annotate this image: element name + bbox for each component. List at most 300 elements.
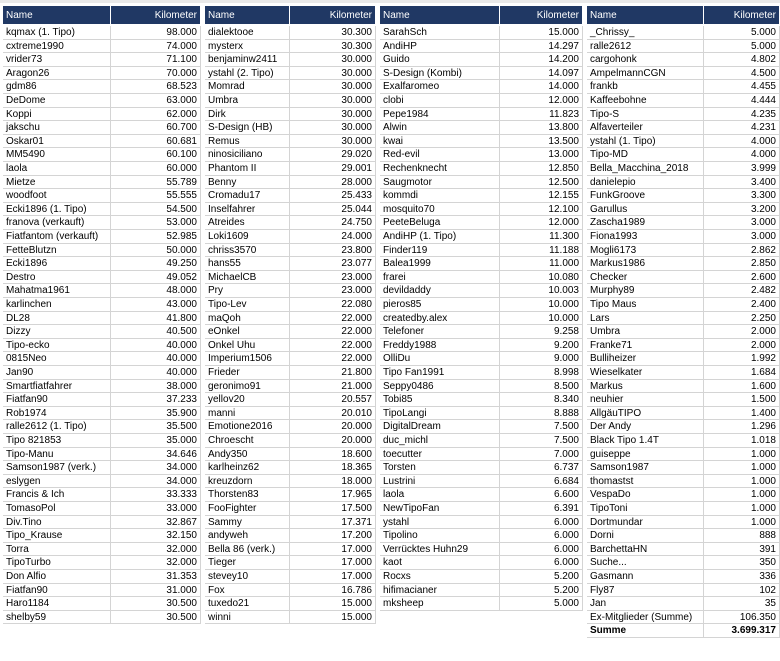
kilometer-cell[interactable]: 6.000	[500, 543, 583, 557]
kilometer-cell[interactable]: 21.800	[290, 366, 376, 380]
name-cell[interactable]: Lustrini	[380, 475, 500, 489]
kilometer-cell[interactable]: 24.000	[290, 230, 376, 244]
kilometer-cell[interactable]: 49.052	[111, 271, 201, 285]
name-cell[interactable]: SarahSch	[380, 26, 500, 40]
name-cell[interactable]: Ecki1896 (1. Tipo)	[3, 203, 111, 217]
name-cell[interactable]: Tipo Fan1991	[380, 366, 500, 380]
name-cell[interactable]: dialektooe	[205, 26, 290, 40]
kilometer-cell[interactable]: 18.000	[290, 475, 376, 489]
kilometer-cell[interactable]: 18.365	[290, 461, 376, 475]
kilometer-cell[interactable]: 9.000	[500, 352, 583, 366]
name-cell[interactable]: devildaddy	[380, 284, 500, 298]
kilometer-cell[interactable]: 1.018	[704, 434, 780, 448]
kilometer-cell[interactable]: 52.985	[111, 230, 201, 244]
kilometer-cell[interactable]: 3.000	[704, 216, 780, 230]
name-cell[interactable]: winni	[205, 611, 290, 625]
kilometer-cell[interactable]: 17.000	[290, 543, 376, 557]
kilometer-cell[interactable]: 34.000	[111, 461, 201, 475]
name-cell[interactable]: Verrücktes Huhn29	[380, 543, 500, 557]
kilometer-cell[interactable]: 22.080	[290, 298, 376, 312]
kilometer-cell[interactable]: 71.100	[111, 53, 201, 67]
kilometer-cell[interactable]: 10.003	[500, 284, 583, 298]
name-cell[interactable]: Markus1986	[587, 257, 704, 271]
kilometer-cell[interactable]: 888	[704, 529, 780, 543]
kilometer-cell[interactable]: 5.000	[704, 26, 780, 40]
kilometer-cell[interactable]: 6.600	[500, 488, 583, 502]
kilometer-cell[interactable]: 29.020	[290, 148, 376, 162]
name-cell[interactable]: Tieger	[205, 556, 290, 570]
name-cell[interactable]: Fiatfan90	[3, 393, 111, 407]
name-cell[interactable]: Bella 86 (verk.)	[205, 543, 290, 557]
name-cell[interactable]: Cromadu17	[205, 189, 290, 203]
kilometer-cell[interactable]: 17.371	[290, 516, 376, 530]
kilometer-cell[interactable]: 7.500	[500, 434, 583, 448]
name-cell[interactable]: Guido	[380, 53, 500, 67]
kilometer-cell[interactable]: 28.000	[290, 176, 376, 190]
name-cell[interactable]: BarchettaHN	[587, 543, 704, 557]
name-cell[interactable]: guiseppe	[587, 448, 704, 462]
name-cell[interactable]: Jan90	[3, 366, 111, 380]
kilometer-cell[interactable]: 22.000	[290, 339, 376, 353]
name-cell[interactable]: Fiatfantom (verkauft)	[3, 230, 111, 244]
name-cell[interactable]: FetteBlutzn	[3, 244, 111, 258]
name-cell[interactable]: ninosiciliano	[205, 148, 290, 162]
kilometer-cell[interactable]: 1.000	[704, 461, 780, 475]
name-cell[interactable]: Momrad	[205, 80, 290, 94]
kilometer-cell[interactable]: 4.444	[704, 94, 780, 108]
kilometer-cell[interactable]: 11.188	[500, 244, 583, 258]
name-cell[interactable]: Dirk	[205, 108, 290, 122]
kilometer-cell[interactable]: 32.000	[111, 543, 201, 557]
name-cell[interactable]: TipoLangi	[380, 407, 500, 421]
name-cell[interactable]: karlheinz62	[205, 461, 290, 475]
kilometer-cell[interactable]: 14.000	[500, 80, 583, 94]
name-cell[interactable]: MichaelCB	[205, 271, 290, 285]
header-name-cell[interactable]: Name	[3, 6, 111, 25]
kilometer-cell[interactable]: 336	[704, 570, 780, 584]
name-cell[interactable]: tuxedo21	[205, 597, 290, 611]
kilometer-cell[interactable]: 102	[704, 584, 780, 598]
kilometer-cell[interactable]: 53.000	[111, 216, 201, 230]
name-cell[interactable]: Tipo-Lev	[205, 298, 290, 312]
kilometer-cell[interactable]: 2.000	[704, 339, 780, 353]
kilometer-cell[interactable]: 18.600	[290, 448, 376, 462]
kilometer-cell[interactable]: 6.000	[500, 516, 583, 530]
kilometer-cell[interactable]: 23.800	[290, 244, 376, 258]
name-cell[interactable]: kaot	[380, 556, 500, 570]
name-cell[interactable]: Mogli6173	[587, 244, 704, 258]
kilometer-cell[interactable]: 30.000	[290, 121, 376, 135]
name-cell[interactable]: Tipo_Krause	[3, 529, 111, 543]
name-cell[interactable]: DL28	[3, 312, 111, 326]
kilometer-cell[interactable]: 60.700	[111, 121, 201, 135]
name-cell[interactable]: duc_michl	[380, 434, 500, 448]
name-cell[interactable]: andyweh	[205, 529, 290, 543]
name-cell[interactable]: maQoh	[205, 312, 290, 326]
kilometer-cell[interactable]: 12.850	[500, 162, 583, 176]
kilometer-cell[interactable]: 3.300	[704, 189, 780, 203]
kilometer-cell[interactable]: 2.482	[704, 284, 780, 298]
kilometer-cell[interactable]: 50.000	[111, 244, 201, 258]
kilometer-cell[interactable]: 23.000	[290, 284, 376, 298]
name-cell[interactable]: Jan	[587, 597, 704, 611]
kilometer-cell[interactable]: 22.000	[290, 312, 376, 326]
name-cell[interactable]: mysterx	[205, 40, 290, 54]
kilometer-cell[interactable]: 32.150	[111, 529, 201, 543]
kilometer-cell[interactable]: 20.000	[290, 434, 376, 448]
kilometer-cell[interactable]: 8.998	[500, 366, 583, 380]
name-cell[interactable]: TomasoPol	[3, 502, 111, 516]
name-cell[interactable]: Koppi	[3, 108, 111, 122]
header-kilometer-cell[interactable]: Kilometer	[111, 6, 201, 25]
kilometer-cell[interactable]: 4.802	[704, 53, 780, 67]
name-cell[interactable]: Seppy0486	[380, 380, 500, 394]
header-name-cell[interactable]: Name	[587, 6, 704, 25]
name-cell[interactable]: Div.Tino	[3, 516, 111, 530]
kilometer-cell[interactable]: 4.455	[704, 80, 780, 94]
kilometer-cell[interactable]: 34.000	[111, 475, 201, 489]
kilometer-cell[interactable]: 31.000	[111, 584, 201, 598]
name-cell[interactable]: Alwin	[380, 121, 500, 135]
kilometer-cell[interactable]: 24.750	[290, 216, 376, 230]
name-cell[interactable]: woodfoot	[3, 189, 111, 203]
kilometer-cell[interactable]: 12.500	[500, 176, 583, 190]
kilometer-cell[interactable]: 60.100	[111, 148, 201, 162]
name-cell[interactable]: eOnkel	[205, 325, 290, 339]
kilometer-cell[interactable]: 54.500	[111, 203, 201, 217]
kilometer-cell[interactable]: 2.250	[704, 312, 780, 326]
name-cell[interactable]: Gasmann	[587, 570, 704, 584]
name-cell[interactable]: Smartfiatfahrer	[3, 380, 111, 394]
kilometer-cell[interactable]: 12.000	[500, 94, 583, 108]
name-cell[interactable]: Dortmundar	[587, 516, 704, 530]
kilometer-cell[interactable]: 11.300	[500, 230, 583, 244]
name-cell[interactable]: clobi	[380, 94, 500, 108]
kilometer-cell[interactable]: 32.867	[111, 516, 201, 530]
kilometer-cell[interactable]: 5.200	[500, 584, 583, 598]
kilometer-cell[interactable]: 9.258	[500, 325, 583, 339]
name-cell[interactable]: Bulliheizer	[587, 352, 704, 366]
name-cell[interactable]: MM5490	[3, 148, 111, 162]
kilometer-cell[interactable]: 14.297	[500, 40, 583, 54]
name-cell[interactable]: Don Alfio	[3, 570, 111, 584]
name-cell[interactable]: mksheep	[380, 597, 500, 611]
name-cell[interactable]: Tipo 821853	[3, 434, 111, 448]
kilometer-cell[interactable]: 20.557	[290, 393, 376, 407]
name-cell[interactable]: Tipo-Manu	[3, 448, 111, 462]
name-cell[interactable]: Mietze	[3, 176, 111, 190]
name-cell[interactable]: Red-evil	[380, 148, 500, 162]
name-cell[interactable]: Fly87	[587, 584, 704, 598]
name-cell[interactable]: kqmax (1. Tipo)	[3, 26, 111, 40]
name-cell[interactable]: Mahatma1961	[3, 284, 111, 298]
kilometer-cell[interactable]: 3.400	[704, 176, 780, 190]
kilometer-cell[interactable]: 41.800	[111, 312, 201, 326]
name-cell[interactable]: Chroescht	[205, 434, 290, 448]
name-cell[interactable]: stevey10	[205, 570, 290, 584]
name-cell[interactable]: Phantom II	[205, 162, 290, 176]
name-cell[interactable]: DigitalDream	[380, 420, 500, 434]
name-cell[interactable]: AllgäuTIPO	[587, 407, 704, 421]
name-cell[interactable]: Finder119	[380, 244, 500, 258]
kilometer-cell[interactable]: 98.000	[111, 26, 201, 40]
kilometer-cell[interactable]: 37.233	[111, 393, 201, 407]
name-cell[interactable]: Telefoner	[380, 325, 500, 339]
kilometer-cell[interactable]: 17.965	[290, 488, 376, 502]
name-cell[interactable]: Aragon26	[3, 67, 111, 81]
kilometer-cell[interactable]: 33.000	[111, 502, 201, 516]
name-cell[interactable]: jakschu	[3, 121, 111, 135]
kilometer-cell[interactable]: 38.000	[111, 380, 201, 394]
name-cell[interactable]: Tipolino	[380, 529, 500, 543]
kilometer-cell[interactable]: 1.600	[704, 380, 780, 394]
kilometer-cell[interactable]: 22.000	[290, 325, 376, 339]
name-cell[interactable]: Balea1999	[380, 257, 500, 271]
kilometer-cell[interactable]: 15.000	[500, 26, 583, 40]
kilometer-cell[interactable]: 21.000	[290, 380, 376, 394]
name-cell[interactable]: Rechenknecht	[380, 162, 500, 176]
name-cell[interactable]: Onkel Uhu	[205, 339, 290, 353]
kilometer-cell[interactable]: 35.000	[111, 434, 201, 448]
kilometer-cell[interactable]: 40.000	[111, 352, 201, 366]
name-cell[interactable]: Oskar01	[3, 135, 111, 149]
kilometer-cell[interactable]: 49.250	[111, 257, 201, 271]
kilometer-cell[interactable]: 30.000	[290, 108, 376, 122]
kilometer-cell[interactable]: 1.500	[704, 393, 780, 407]
kilometer-cell[interactable]: 35.900	[111, 407, 201, 421]
name-cell[interactable]: gdm86	[3, 80, 111, 94]
kilometer-cell[interactable]: 23.077	[290, 257, 376, 271]
kilometer-cell[interactable]: 63.000	[111, 94, 201, 108]
name-cell[interactable]: toecutter	[380, 448, 500, 462]
kilometer-cell[interactable]: 6.000	[500, 556, 583, 570]
kilometer-cell[interactable]: 11.823	[500, 108, 583, 122]
name-cell[interactable]: Umbra	[587, 325, 704, 339]
name-cell[interactable]: TipoTurbo	[3, 556, 111, 570]
name-cell[interactable]: Fiatfan90	[3, 584, 111, 598]
kilometer-cell[interactable]: 30.500	[111, 597, 201, 611]
kilometer-cell[interactable]: 30.000	[290, 80, 376, 94]
header-name-cell[interactable]: Name	[205, 6, 290, 25]
kilometer-cell[interactable]: 4.500	[704, 67, 780, 81]
kilometer-cell[interactable]: 350	[704, 556, 780, 570]
name-cell[interactable]: Tipo-MD	[587, 148, 704, 162]
name-cell[interactable]: Rob1974	[3, 407, 111, 421]
name-cell[interactable]: Ex-Mitglieder (Summe)	[587, 611, 704, 625]
name-cell[interactable]: Andy350	[205, 448, 290, 462]
kilometer-cell[interactable]: 35.500	[111, 420, 201, 434]
kilometer-cell[interactable]: 14.200	[500, 53, 583, 67]
name-cell[interactable]: Emotione2016	[205, 420, 290, 434]
name-cell[interactable]: Lars	[587, 312, 704, 326]
name-cell[interactable]: Black Tipo 1.4T	[587, 434, 704, 448]
kilometer-cell[interactable]: 6.684	[500, 475, 583, 489]
kilometer-cell[interactable]: 12.155	[500, 189, 583, 203]
kilometer-cell[interactable]: 40.000	[111, 339, 201, 353]
kilometer-cell[interactable]: 30.000	[290, 94, 376, 108]
name-cell[interactable]: danielepio	[587, 176, 704, 190]
kilometer-cell[interactable]: 2.862	[704, 244, 780, 258]
kilometer-cell[interactable]: 40.500	[111, 325, 201, 339]
name-cell[interactable]: ralle2612	[587, 40, 704, 54]
kilometer-cell[interactable]: 1.000	[704, 502, 780, 516]
name-cell[interactable]: Tobi85	[380, 393, 500, 407]
name-cell[interactable]: ystahl	[380, 516, 500, 530]
kilometer-cell[interactable]: 5.200	[500, 570, 583, 584]
name-cell[interactable]: ystahl (1. Tipo)	[587, 135, 704, 149]
name-cell[interactable]: Ecki1896	[3, 257, 111, 271]
name-cell[interactable]: Checker	[587, 271, 704, 285]
kilometer-cell[interactable]: 2.400	[704, 298, 780, 312]
kilometer-cell[interactable]: 1.992	[704, 352, 780, 366]
kilometer-cell[interactable]: 13.500	[500, 135, 583, 149]
name-cell[interactable]: hans55	[205, 257, 290, 271]
header-kilometer-cell[interactable]: Kilometer	[290, 6, 376, 25]
name-cell[interactable]: kommdi	[380, 189, 500, 203]
kilometer-cell[interactable]: 68.523	[111, 80, 201, 94]
name-cell[interactable]: Tipo-ecko	[3, 339, 111, 353]
name-cell[interactable]: AndiHP	[380, 40, 500, 54]
name-cell[interactable]: TipoToni	[587, 502, 704, 516]
name-cell[interactable]: FunkGroove	[587, 189, 704, 203]
kilometer-cell[interactable]: 30.000	[290, 53, 376, 67]
name-cell[interactable]: kreuzdorn	[205, 475, 290, 489]
name-cell[interactable]: Benny	[205, 176, 290, 190]
kilometer-cell[interactable]: 4.000	[704, 148, 780, 162]
header-kilometer-cell[interactable]: Kilometer	[704, 6, 780, 25]
kilometer-cell[interactable]: 10.000	[500, 312, 583, 326]
name-cell[interactable]: shelby59	[3, 611, 111, 625]
header-name-cell[interactable]: Name	[380, 6, 500, 25]
kilometer-cell[interactable]: 1.000	[704, 516, 780, 530]
kilometer-cell[interactable]: 6.000	[500, 529, 583, 543]
name-cell[interactable]: benjaminw2411	[205, 53, 290, 67]
name-cell[interactable]: Bella_Macchina_2018	[587, 162, 704, 176]
kilometer-cell[interactable]: 14.097	[500, 67, 583, 81]
kilometer-cell[interactable]: 60.681	[111, 135, 201, 149]
name-cell[interactable]: Frieder	[205, 366, 290, 380]
kilometer-cell[interactable]: 20.010	[290, 407, 376, 421]
kilometer-cell[interactable]: 391	[704, 543, 780, 557]
kilometer-cell[interactable]: 32.000	[111, 556, 201, 570]
name-cell[interactable]: AndiHP (1. Tipo)	[380, 230, 500, 244]
name-cell[interactable]: frarei	[380, 271, 500, 285]
name-cell[interactable]: Imperium1506	[205, 352, 290, 366]
name-cell[interactable]: cxtreme1990	[3, 40, 111, 54]
kilometer-cell[interactable]: 4.000	[704, 135, 780, 149]
name-cell[interactable]: ystahl (2. Tipo)	[205, 67, 290, 81]
name-cell[interactable]: Francis & Ich	[3, 488, 111, 502]
name-cell[interactable]: kwai	[380, 135, 500, 149]
name-cell[interactable]: Haro1184	[3, 597, 111, 611]
name-cell[interactable]: Remus	[205, 135, 290, 149]
kilometer-cell[interactable]: 15.000	[290, 611, 376, 625]
name-cell[interactable]: Torsten	[380, 461, 500, 475]
name-cell[interactable]: Sammy	[205, 516, 290, 530]
kilometer-cell[interactable]: 4.235	[704, 108, 780, 122]
kilometer-cell[interactable]: 30.300	[290, 26, 376, 40]
name-cell[interactable]: geronimo91	[205, 380, 290, 394]
name-cell[interactable]: chriss3570	[205, 244, 290, 258]
kilometer-cell[interactable]: 33.333	[111, 488, 201, 502]
name-cell[interactable]: Alfaverteiler	[587, 121, 704, 135]
kilometer-cell[interactable]: 8.888	[500, 407, 583, 421]
kilometer-cell[interactable]: 29.001	[290, 162, 376, 176]
kilometer-cell[interactable]: 43.000	[111, 298, 201, 312]
kilometer-cell[interactable]: 7.500	[500, 420, 583, 434]
kilometer-cell[interactable]: 74.000	[111, 40, 201, 54]
kilometer-cell[interactable]: 106.350	[704, 611, 780, 625]
name-cell[interactable]: Pepe1984	[380, 108, 500, 122]
kilometer-cell[interactable]: 15.000	[290, 597, 376, 611]
name-cell[interactable]: pieros85	[380, 298, 500, 312]
kilometer-cell[interactable]: 3.699.317	[704, 624, 780, 638]
name-cell[interactable]: Destro	[3, 271, 111, 285]
kilometer-cell[interactable]: 3.200	[704, 203, 780, 217]
name-cell[interactable]: Wieselkater	[587, 366, 704, 380]
kilometer-cell[interactable]: 9.200	[500, 339, 583, 353]
kilometer-cell[interactable]: 2.600	[704, 271, 780, 285]
name-cell[interactable]: NewTipoFan	[380, 502, 500, 516]
name-cell[interactable]: manni	[205, 407, 290, 421]
kilometer-cell[interactable]: 25.433	[290, 189, 376, 203]
name-cell[interactable]: Tipo Maus	[587, 298, 704, 312]
kilometer-cell[interactable]: 30.000	[290, 67, 376, 81]
name-cell[interactable]: _Chrissy_	[587, 26, 704, 40]
name-cell[interactable]: karlinchen	[3, 298, 111, 312]
name-cell[interactable]: Exalfaromeo	[380, 80, 500, 94]
kilometer-cell[interactable]: 1.000	[704, 488, 780, 502]
kilometer-cell[interactable]: 25.044	[290, 203, 376, 217]
kilometer-cell[interactable]: 34.646	[111, 448, 201, 462]
name-cell[interactable]: S-Design (HB)	[205, 121, 290, 135]
name-cell[interactable]: Torra	[3, 543, 111, 557]
kilometer-cell[interactable]: 30.300	[290, 40, 376, 54]
name-cell[interactable]: Pry	[205, 284, 290, 298]
kilometer-cell[interactable]: 23.000	[290, 271, 376, 285]
name-cell[interactable]: Umbra	[205, 94, 290, 108]
name-cell[interactable]: Loki1609	[205, 230, 290, 244]
kilometer-cell[interactable]: 8.500	[500, 380, 583, 394]
kilometer-cell[interactable]: 13.000	[500, 148, 583, 162]
name-cell[interactable]: Murphy89	[587, 284, 704, 298]
name-cell[interactable]: Tipo-S	[587, 108, 704, 122]
name-cell[interactable]: Atreides	[205, 216, 290, 230]
name-cell[interactable]: Samson1987	[587, 461, 704, 475]
name-cell[interactable]: VespaDo	[587, 488, 704, 502]
kilometer-cell[interactable]: 5.000	[704, 40, 780, 54]
kilometer-cell[interactable]: 17.200	[290, 529, 376, 543]
kilometer-cell[interactable]: 13.800	[500, 121, 583, 135]
name-cell[interactable]: vrider73	[3, 53, 111, 67]
name-cell[interactable]: OlliDu	[380, 352, 500, 366]
kilometer-cell[interactable]: 4.231	[704, 121, 780, 135]
kilometer-cell[interactable]: 8.340	[500, 393, 583, 407]
name-cell[interactable]: Franke71	[587, 339, 704, 353]
name-cell[interactable]: PeeteBeluga	[380, 216, 500, 230]
kilometer-cell[interactable]: 30.500	[111, 611, 201, 625]
kilometer-cell[interactable]: 2.850	[704, 257, 780, 271]
name-cell[interactable]: Der Andy	[587, 420, 704, 434]
kilometer-cell[interactable]: 1.684	[704, 366, 780, 380]
name-cell[interactable]: laola	[3, 162, 111, 176]
name-cell[interactable]: Zascha1989	[587, 216, 704, 230]
kilometer-cell[interactable]: 6.391	[500, 502, 583, 516]
kilometer-cell[interactable]: 1.400	[704, 407, 780, 421]
kilometer-cell[interactable]: 3.000	[704, 230, 780, 244]
kilometer-cell[interactable]: 17.000	[290, 570, 376, 584]
name-cell[interactable]: Suche...	[587, 556, 704, 570]
